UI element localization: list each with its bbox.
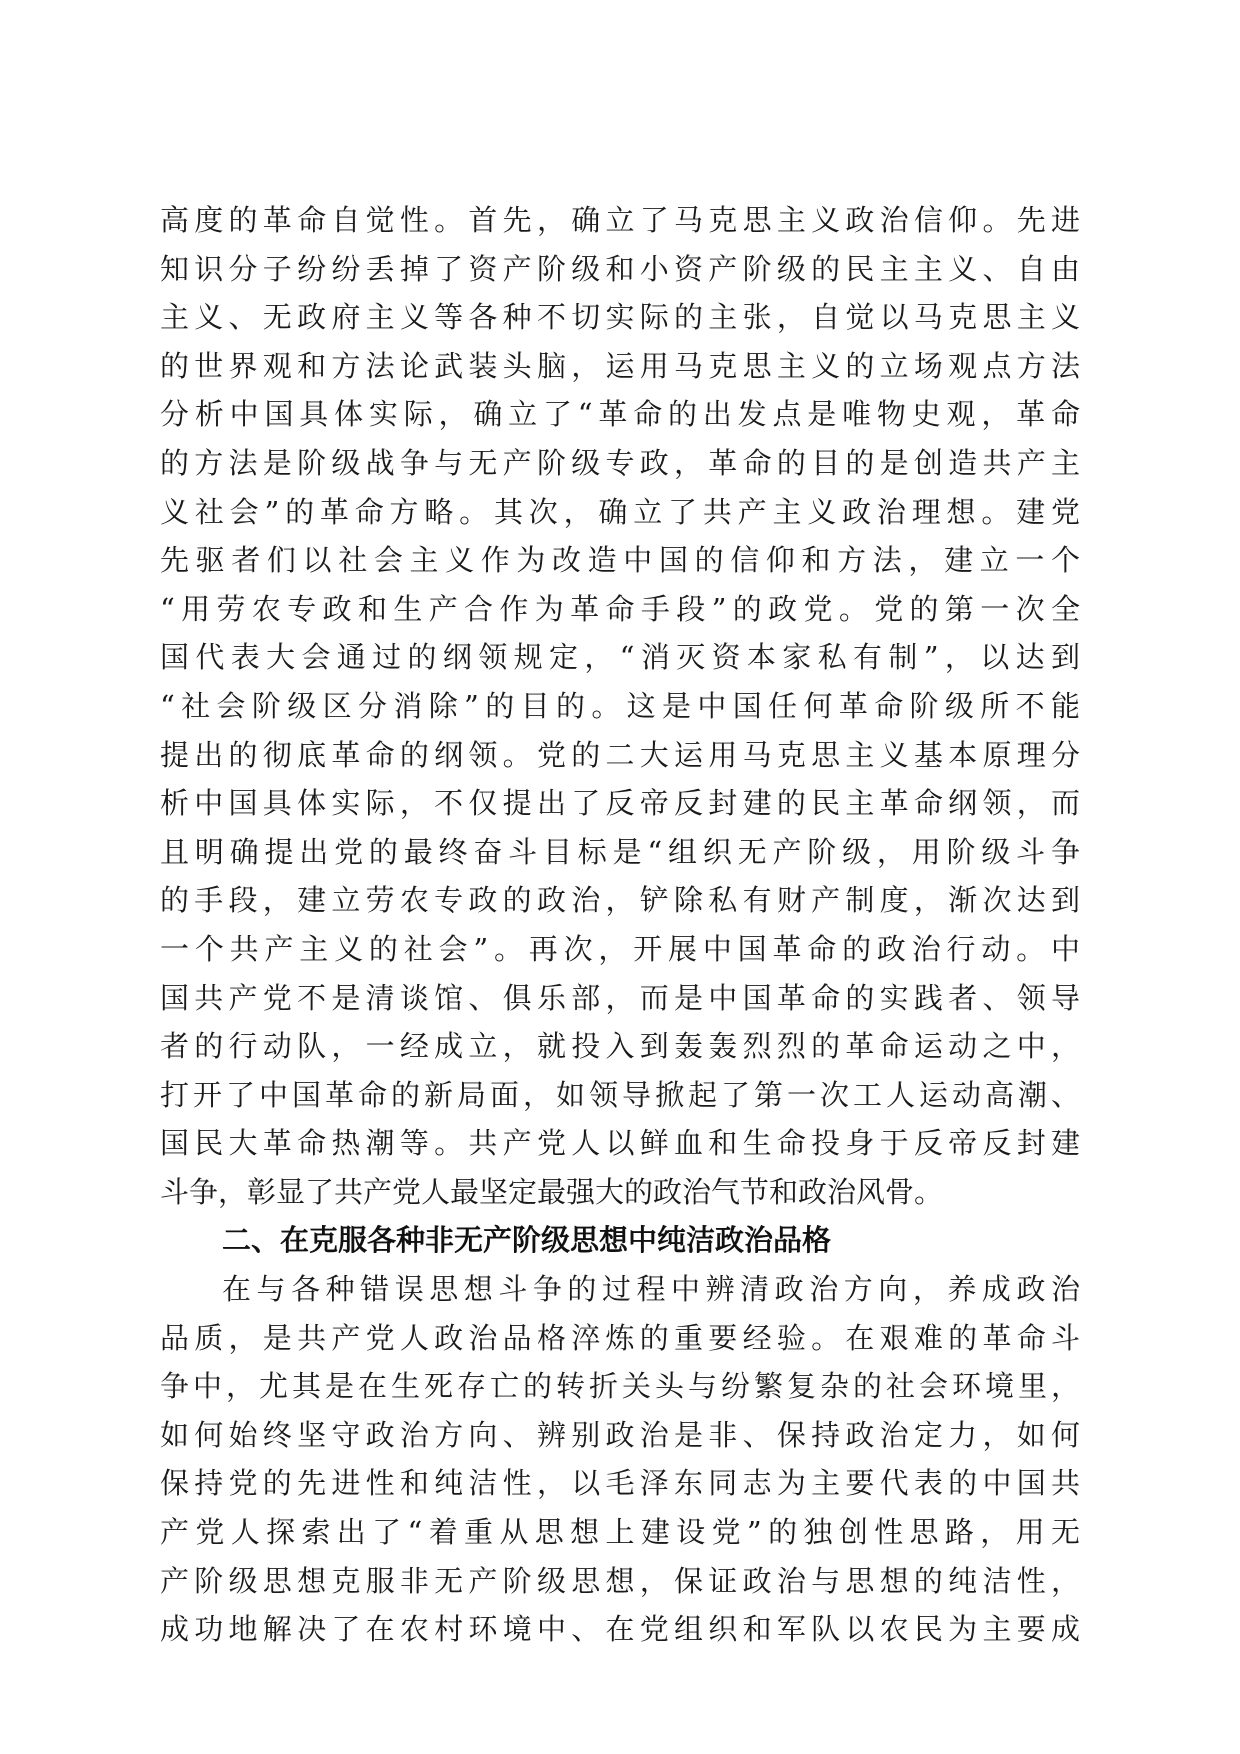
text-line: 成功地解决了在农村环境中、在党组织和军队以农民为主要成: [160, 1612, 1080, 1647]
text-line: 的方法是阶级战争与无产阶级专政，革命的目的是创造共产主: [160, 445, 1080, 480]
text-line: 斗争，彰显了共产党人最坚定最强大的政治气节和政治风骨。: [160, 1174, 944, 1209]
text-line: “用劳农专政和生产合作为革命手段”的政党。党的第一次全: [160, 591, 1080, 626]
text-line: 国民大革命热潮等。共产党人以鲜血和生命投身于反帝反封建: [160, 1126, 1080, 1161]
text-line: 知识分子纷纷丢掉了资产阶级和小资产阶级的民主主义、自由: [160, 251, 1080, 286]
text-line: 者的行动队，一经成立，就投入到轰轰烈烈的革命运动之中，: [160, 1029, 1080, 1064]
text-line: 争中，尤其是在生死存亡的转折关头与纷繁复杂的社会环境里，: [160, 1369, 1080, 1404]
text-line: 品质，是共产党人政治品格淬炼的重要经验。在艰难的革命斗: [160, 1320, 1080, 1355]
text-line: 义社会”的革命方略。其次，确立了共产主义政治理想。建党: [160, 494, 1080, 529]
section-heading: 二、在克服各种非无产阶级思想中纯洁政治品格: [222, 1223, 832, 1258]
text-line: 的手段，建立劳农专政的政治，铲除私有财产制度，渐次达到: [160, 883, 1080, 918]
text-line: 的世界观和方法论武装头脑，运用马克思主义的立场观点方法: [160, 348, 1080, 383]
text-line: 国代表大会通过的纲领规定，“消灭资本家私有制”，以达到: [160, 640, 1080, 675]
text-line: 保持党的先进性和纯洁性，以毛泽东同志为主要代表的中国共: [160, 1466, 1080, 1501]
text-line: “社会阶级区分消除”的目的。这是中国任何革命阶级所不能: [160, 688, 1080, 723]
text-line: 分析中国具体实际，确立了“革命的出发点是唯物史观，革命: [160, 397, 1080, 432]
text-line: 高度的革命自觉性。首先，确立了马克思主义政治信仰。先进: [160, 203, 1080, 237]
text-line: 产党人探索出了“着重从思想上建设党”的独创性思路，用无: [160, 1515, 1080, 1550]
text-line: 打开了中国革命的新局面，如领导掀起了第一次工人运动高潮、: [160, 1077, 1080, 1112]
text-line: 在与各种错误思想斗争的过程中辨清政治方向，养成政治: [222, 1272, 1080, 1307]
text-line: 一个共产主义的社会”。再次，开展中国革命的政治行动。中: [160, 931, 1080, 966]
text-line: 国共产党不是清谈馆、俱乐部，而是中国革命的实践者、领导: [160, 980, 1080, 1015]
text-line: 且明确提出党的最终奋斗目标是“组织无产阶级，用阶级斗争: [160, 834, 1080, 869]
text-line: 提出的彻底革命的纲领。党的二大运用马克思主义基本原理分: [160, 737, 1080, 772]
paragraph-1: [160, 196, 1080, 1216]
text-line: 主义、无政府主义等各种不切实际的主张，自觉以马克思主义: [160, 300, 1080, 335]
text-line: 产阶级思想克服非无产阶级思想，保证政治与思想的纯洁性，: [160, 1563, 1080, 1598]
text-line: 如何始终坚守政治方向、辨别政治是非、保持政治定力，如何: [160, 1417, 1080, 1452]
text-line: 析中国具体实际，不仅提出了反帝反封建的民主革命纲领，而: [160, 786, 1080, 821]
paragraph-2: [160, 1265, 1080, 1654]
text-line: 先驱者们以社会主义作为改造中国的信仰和方法，建立一个: [160, 543, 1080, 578]
body-text: [160, 196, 1080, 1654]
